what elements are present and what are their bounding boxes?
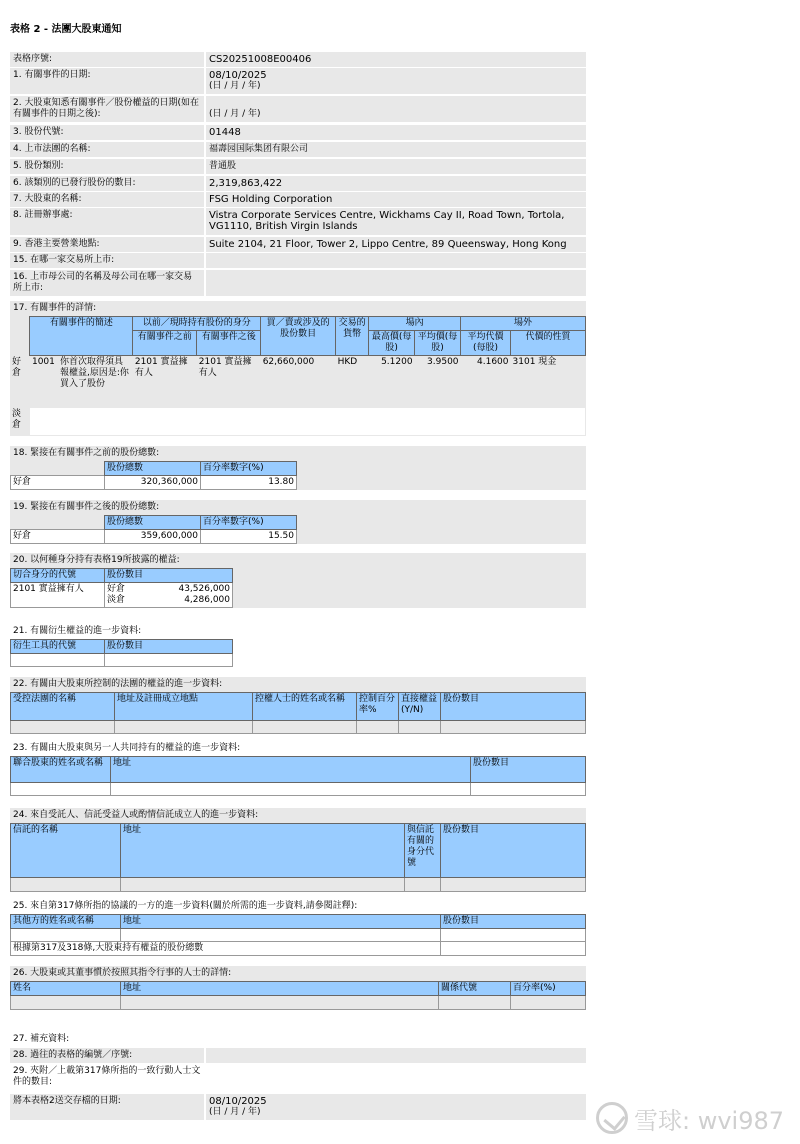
col-shares: 買／賣或涉及的股份數目 bbox=[261, 317, 336, 356]
row-stock-code: 3. 股份代號: 01448 bbox=[10, 125, 586, 140]
section-22: 22. 有關由大股東所控制的法團的權益的進一步資料: 受控法團的名稱 地址及註冊成立地點 控權人士的姓名或名稱 控制百分率% 直接權益(Y/N) 股份數目 bbox=[10, 677, 586, 734]
col-on-exchange: 場內 bbox=[369, 317, 461, 331]
section-18: 18. 緊接在有關事件之前的股份總數: 股份總數 百分率數字(%) 好倉 320,360,000 13.80 bbox=[10, 446, 586, 490]
snowball-logo-icon bbox=[596, 1102, 628, 1134]
section-25: 25. 來自第317條所指的協議的一方的進一步資料(關於所需的進一步資料,請參閱註釋): 其他方的姓名或名稱 地址 股份數目 根據第317及318條,大股東持有權益的股份總數 bbox=[10, 899, 586, 956]
col-high-price: 最高價(每股) bbox=[369, 331, 415, 356]
table-row: 2101 實益擁有人 好倉 43,526,000 淡倉 4,286,000 bbox=[11, 583, 586, 608]
row-event-date: 1. 有關事件的日期: 08/10/2025 (日 / 月 / 年) bbox=[10, 68, 586, 94]
table-row: 淡倉 bbox=[10, 408, 586, 436]
table-row: 好倉 320,360,000 13.80 bbox=[11, 476, 586, 490]
col-avg-price: 平均價(每股) bbox=[415, 331, 461, 356]
col-after: 有關事件之後 bbox=[197, 331, 261, 356]
col-currency: 交易的貨幣 bbox=[336, 317, 369, 356]
col-off-exchange: 場外 bbox=[461, 317, 586, 331]
section-24: 24. 來自受託人、信託受益人或酌情信託成立人的進一步資料: 信託的名稱 地址 與信託有關的身分代號 股份數目 bbox=[10, 808, 586, 892]
section-17 bbox=[10, 301, 586, 436]
row-previous-forms: 28. 過往的表格的編號／序號: bbox=[10, 1048, 586, 1063]
row-attached-docs: 29. 夾附／上載第317條所指的一致行動人士文件的數目: bbox=[10, 1064, 586, 1091]
table-row: 好倉 1001 你首次取得須具報權益,原因是:你買入了股份 2101 實益擁有人 2101 實益擁有人 62,660,000 HKD 5.1200 3.9500 4.1600 3101 現金 bbox=[10, 356, 586, 408]
col-nature: 代價的性質 bbox=[511, 331, 586, 356]
watermark: 雪球: wvi987 bbox=[596, 1100, 796, 1136]
col-avg-consideration: 平均代價(每股) bbox=[461, 331, 511, 356]
row-exchange: 15. 在哪一家交易所上市: bbox=[10, 253, 586, 268]
section-21: 21. 有關衍生權益的進一步資料: 衍生工具的代號 股份數目 bbox=[10, 624, 586, 667]
col-event: 有關事件的簡述 bbox=[30, 317, 133, 356]
row-aware-date: 2. 大股東知悉有關事件／股份權益的日期(如在有關事件的日期之後): (日 / 月 / 年) bbox=[10, 96, 586, 122]
row-parent-company: 16. 上市母公司的名稱及母公司在哪一家交易所上市: bbox=[10, 270, 586, 296]
event-details-table bbox=[10, 316, 586, 436]
row-supplementary: 27. 補充資料: bbox=[10, 1032, 586, 1047]
col-before: 有關事件之前 bbox=[133, 331, 197, 356]
section-19: 19. 緊接在有關事件之後的股份總數: 股份總數 百分率數字(%) 好倉 359,600,000 15.50 bbox=[10, 500, 586, 544]
row-share-class: 5. 股份類別: 普通股 bbox=[10, 159, 586, 174]
row-issued-shares: 6. 該類別的已發行股份的數目: 2,319,863,422 bbox=[10, 176, 586, 191]
row-issuer-name: 4. 上市法團的名稱: 福壽园国际集团有限公司 bbox=[10, 142, 586, 157]
table-row: 好倉 359,600,000 15.50 bbox=[11, 530, 586, 544]
row-registered-office: 8. 註冊辦事處: Vistra Corporate Services Centre, Wickhams Cay II, Road Town, Tortola, VG1110, British Virgin Islands bbox=[10, 208, 586, 235]
row-form-serial: 表格序號: CS20251008E00406 bbox=[10, 52, 586, 67]
section-20: 20. 以何種身分持有表格19所披露的權益: 切合身分的代號 股份數目 2101 實益擁有人 好倉 43,526,000 淡倉 4,286,000 bbox=[10, 553, 586, 608]
section-23: 23. 有關由大股東與另一人共同持有的權益的進一步資料: 聯合股東的姓名或名稱 地址 股份數目 bbox=[10, 741, 586, 796]
row-hk-address: 9. 香港主要營業地點: Suite 2104, 21 Floor, Tower 2, Lippo Centre, 89 Queensway, Hong Kong bbox=[10, 237, 586, 252]
col-capacity: 以前／現時持有股份的身分 bbox=[133, 317, 261, 331]
form-title: 表格 2 - 法團大股東通知 bbox=[10, 24, 122, 35]
section-17-heading: 17. 有關事件的詳情: bbox=[10, 301, 586, 316]
row-shareholder-name: 7. 大股東的名稱: FSG Holding Corporation bbox=[10, 192, 586, 207]
row-filing-date: 將本表格2送交存檔的日期: 08/10/2025 (日 / 月 / 年) bbox=[10, 1094, 586, 1120]
section-26: 26. 大股東或其董事慣於按照其指令行事的人士的詳情: 姓名 地址 關係代號 百分率(%) bbox=[10, 966, 586, 1010]
